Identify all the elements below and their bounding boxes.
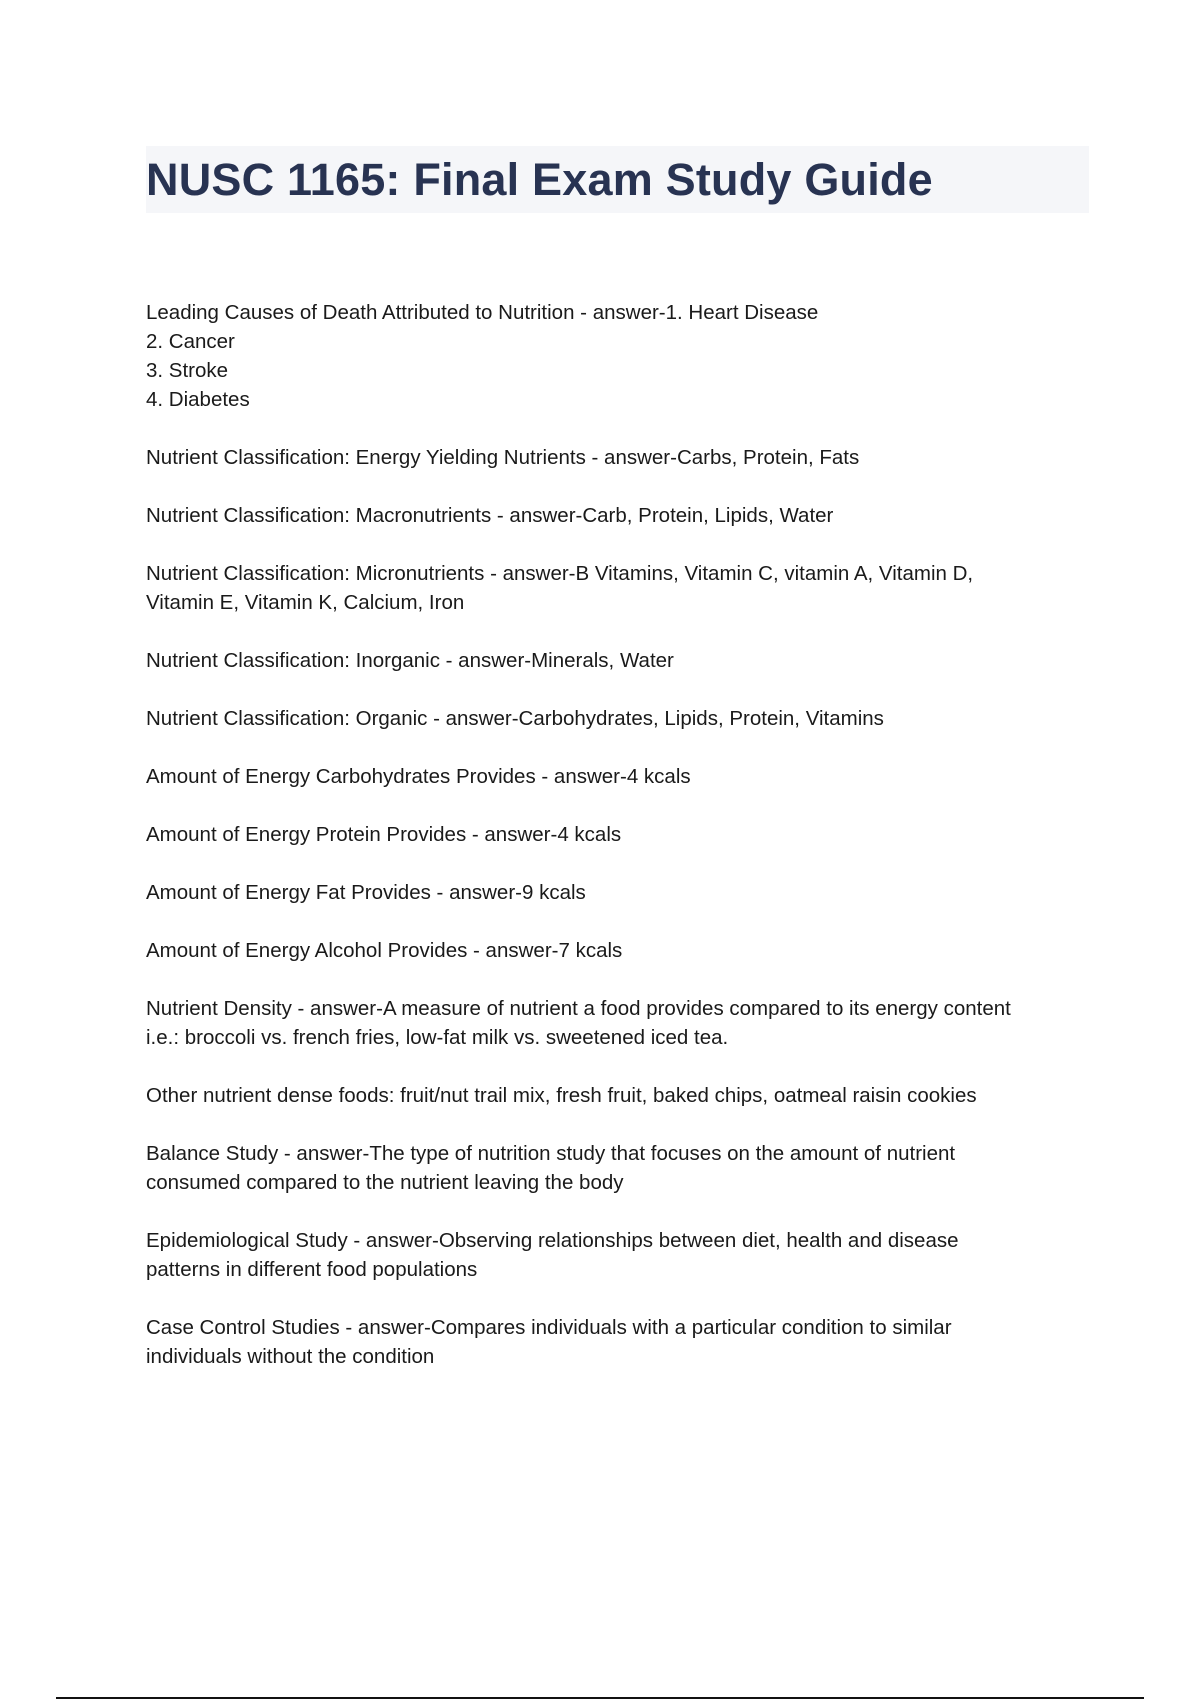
entry-line: Epidemiological Study - answer-Observing relationships between diet, health and disease: [146, 1229, 959, 1252]
study-entry: [146, 1313, 1096, 1371]
study-entry: [146, 1139, 1096, 1197]
entry-line: Amount of Energy Protein Provides - answer-4 kcals: [146, 823, 622, 846]
study-entry: [146, 704, 1096, 733]
study-guide-entries: [146, 298, 1096, 1400]
entry-continuation-line: individuals without the condition: [146, 1345, 435, 1368]
entry-line: Nutrient Density - answer-A measure of nutrient a food provides compared to its energy content: [146, 997, 1011, 1020]
entry-continuation-line: 4. Diabetes: [146, 388, 250, 411]
entry-line: Nutrient Classification: Organic - answer-Carbohydrates, Lipids, Protein, Vitamins: [146, 707, 884, 730]
entry-line: Other nutrient dense foods: fruit/nut trail mix, fresh fruit, baked chips, oatmeal raisin cookies: [146, 1084, 977, 1107]
entry-continuation-line: consumed compared to the nutrient leaving the body: [146, 1171, 624, 1194]
study-entry: [146, 298, 1096, 414]
study-entry: [146, 762, 1096, 791]
study-entry: [146, 646, 1096, 675]
study-entry: [146, 1081, 1096, 1110]
entry-line: Nutrient Classification: Energy Yielding Nutrients - answer-Carbs, Protein, Fats: [146, 446, 860, 469]
study-entry: [146, 820, 1096, 849]
study-entry: [146, 559, 1096, 617]
entry-line: Nutrient Classification: Micronutrients - answer-B Vitamins, Vitamin C, vitamin A, Vitamin D,: [146, 562, 974, 585]
study-entry: [146, 443, 1096, 472]
entry-line: Amount of Energy Carbohydrates Provides - answer-4 kcals: [146, 765, 691, 788]
page-title: NUSC 1165: Final Exam Study Guide: [146, 154, 933, 205]
entry-continuation-line: 3. Stroke: [146, 359, 229, 382]
study-entry: [146, 1226, 1096, 1284]
entry-line: Nutrient Classification: Inorganic - answer-Minerals, Water: [146, 649, 674, 672]
entry-continuation-line: 2. Cancer: [146, 330, 235, 353]
entry-line: Amount of Energy Fat Provides - answer-9 kcals: [146, 881, 586, 904]
entry-line: Leading Causes of Death Attributed to Nutrition - answer-1. Heart Disease: [146, 301, 819, 324]
entry-line: Case Control Studies - answer-Compares individuals with a particular condition to similar: [146, 1316, 952, 1339]
entry-line: Amount of Energy Alcohol Provides - answer-7 kcals: [146, 939, 623, 962]
footer-divider: [56, 1697, 1144, 1699]
entry-continuation-line: patterns in different food populations: [146, 1258, 478, 1281]
entry-line: Balance Study - answer-The type of nutrition study that focuses on the amount of nutrient: [146, 1142, 956, 1165]
entry-line: Nutrient Classification: Macronutrients - answer-Carb, Protein, Lipids, Water: [146, 504, 834, 527]
entry-continuation-line: i.e.: broccoli vs. french fries, low-fat milk vs. sweetened iced tea.: [146, 1026, 729, 1049]
entry-continuation-line: Vitamin E, Vitamin K, Calcium, Iron: [146, 591, 465, 614]
study-entry: [146, 878, 1096, 907]
study-entry: [146, 936, 1096, 965]
study-entry: [146, 994, 1096, 1052]
study-entry: [146, 501, 1096, 530]
